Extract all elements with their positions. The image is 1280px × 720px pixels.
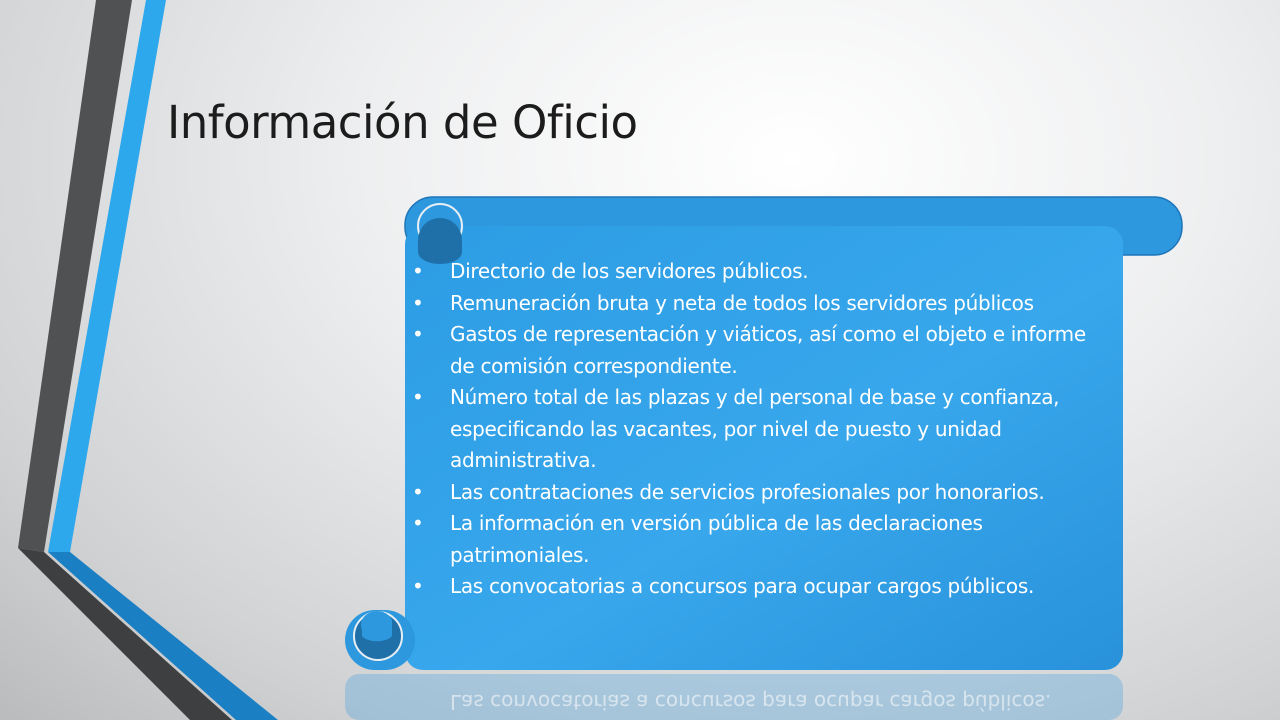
- bullet-item: • Gastos de representación y viáticos, así como el objeto e informe de comisión correspondiente.: [412, 319, 1112, 382]
- bullet-item: • Las convocatorias a concursos para ocupar cargos públicos.: [412, 571, 1112, 603]
- bullet-item: • Número total de las plazas y del personal de base y confianza, especificando las vacantes, por nivel de puesto y unidad administrativa.: [412, 382, 1112, 477]
- bullet-item: • Las contrataciones de servicios profesionales por honorarios.: [412, 477, 1112, 509]
- bullet-list: [412, 256, 1112, 603]
- bullet-item: • Remuneración bruta y neta de todos los servidores públicos: [412, 288, 1112, 320]
- text-reflection: Las convocatorias a concursos para ocupar cargos públicos.: [450, 690, 1052, 714]
- bullet-item: • Directorio de los servidores públicos.: [412, 256, 1112, 288]
- slide-title: Información de Oficio: [167, 96, 638, 149]
- scroll-bottom-curl-highlight: [361, 611, 392, 641]
- bullet-item: • La información en versión pública de las declaraciones patrimoniales.: [412, 508, 1112, 571]
